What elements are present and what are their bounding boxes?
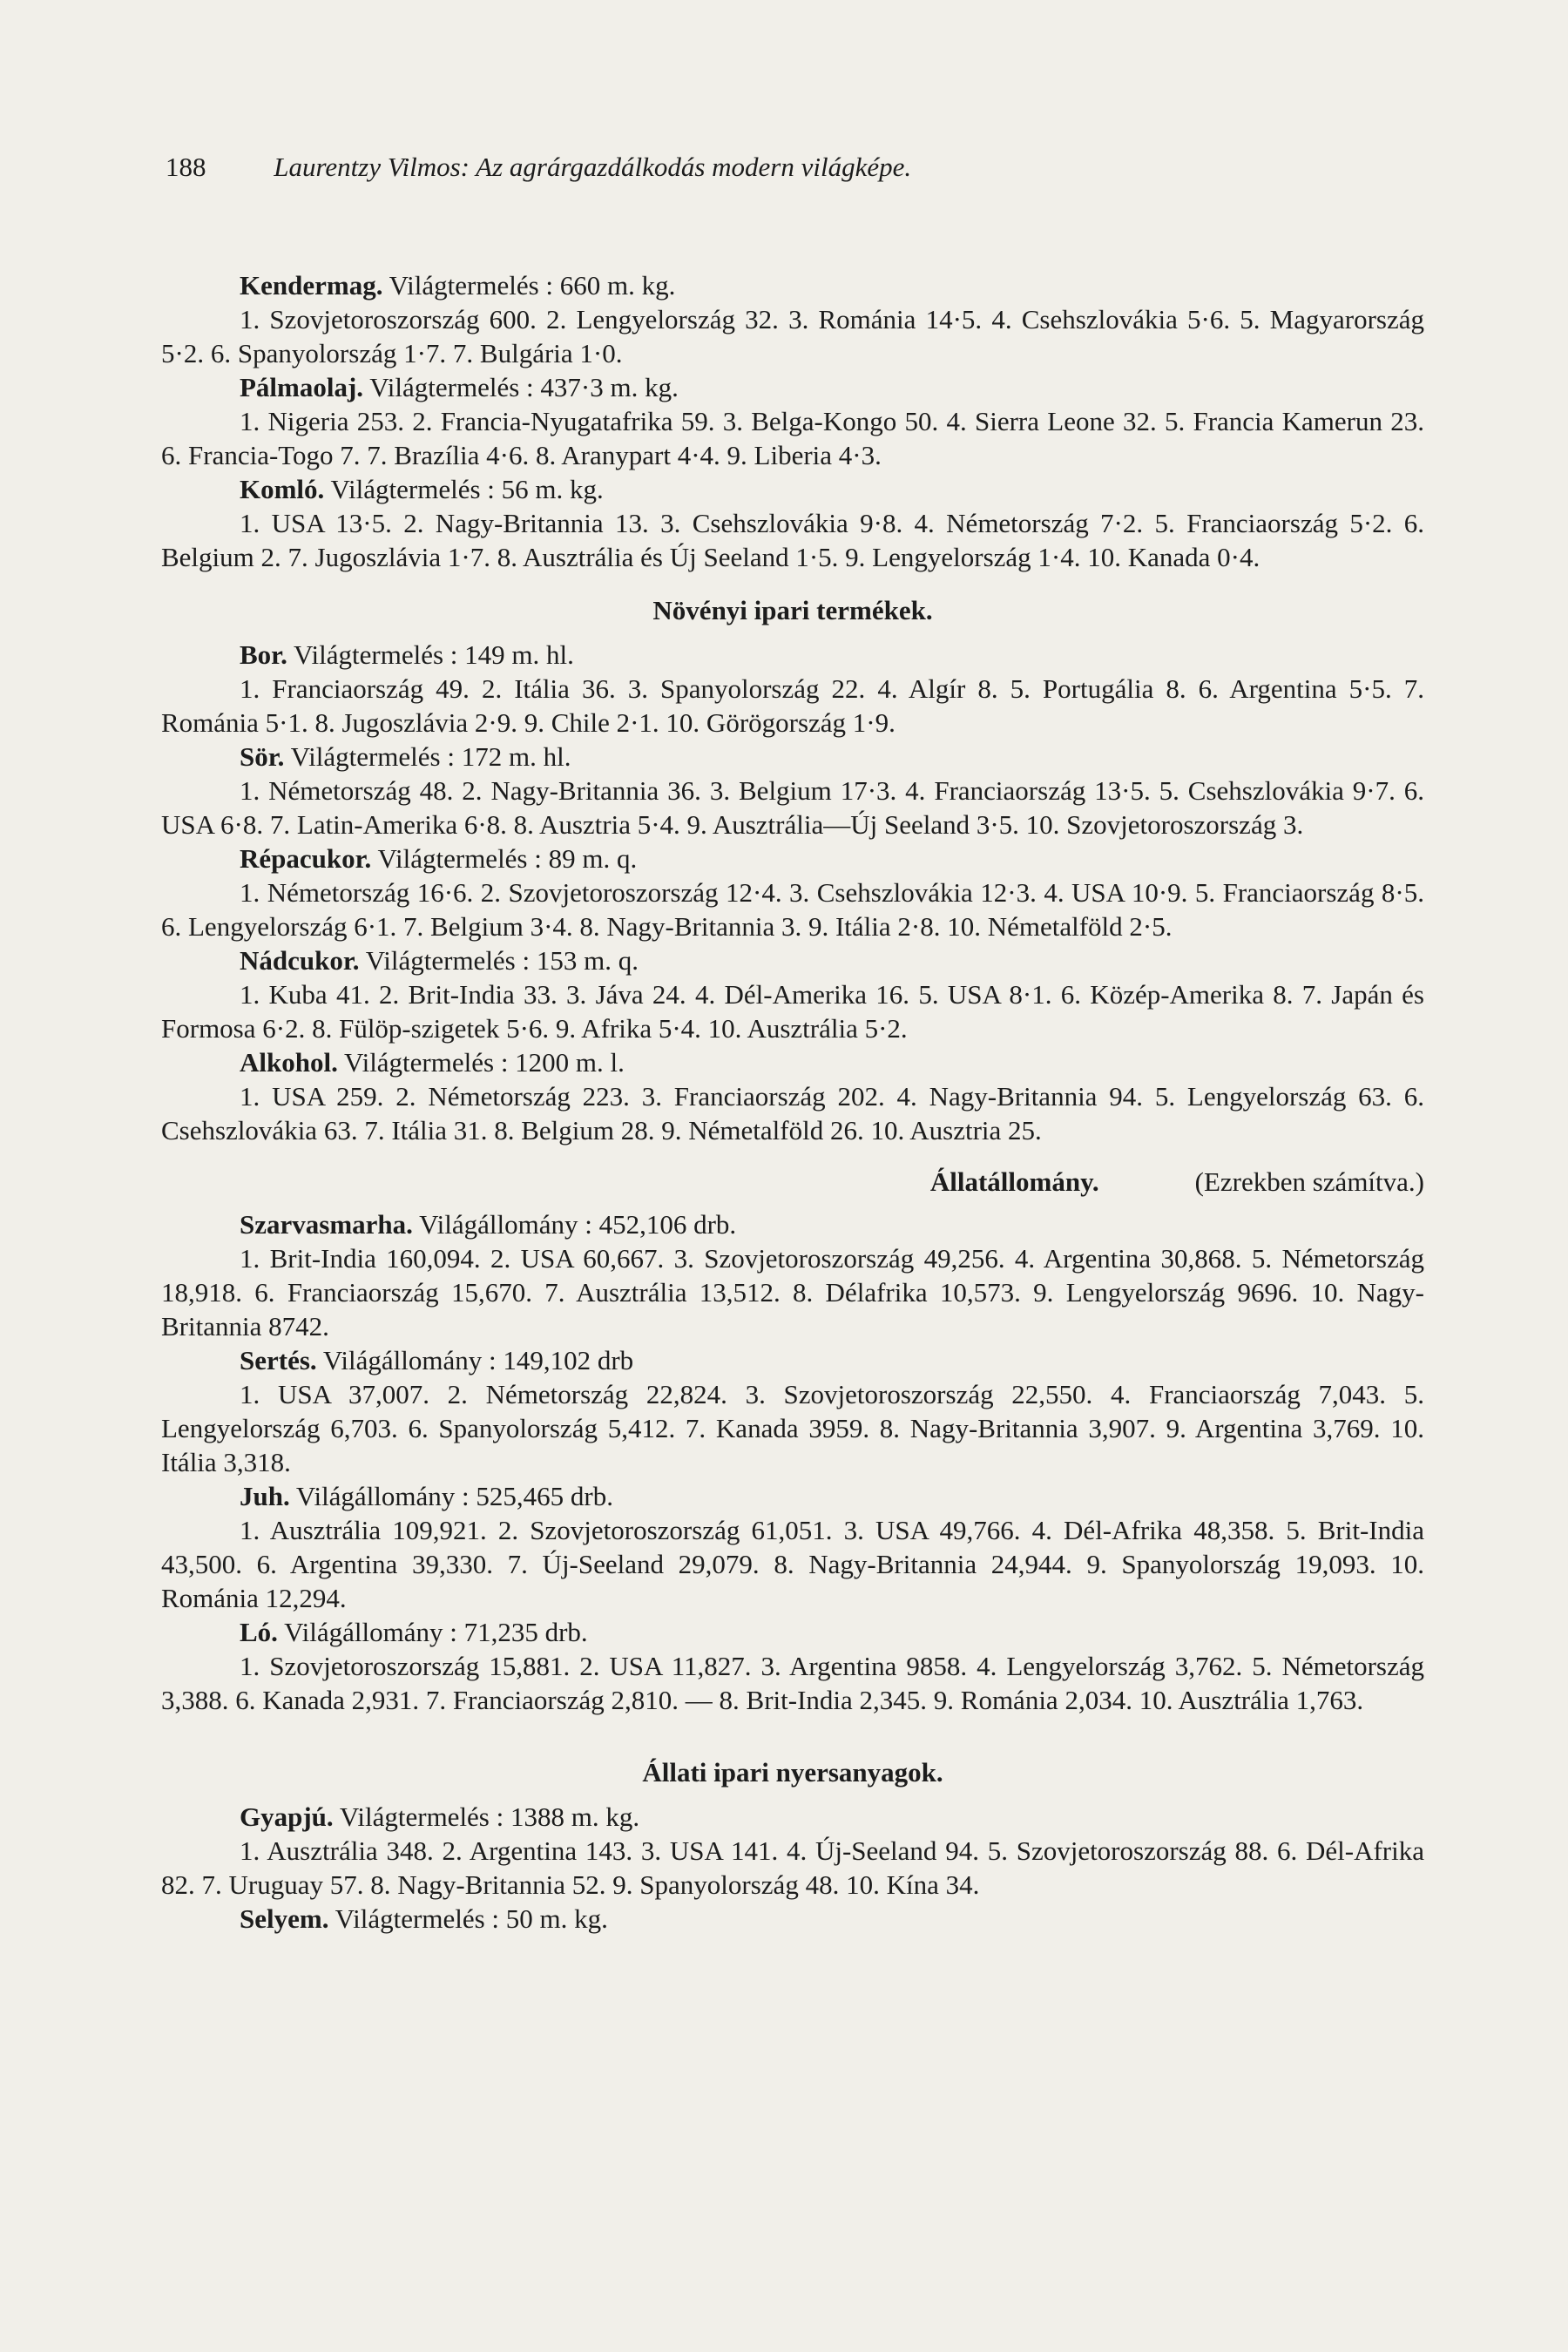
- page-number: 188: [166, 152, 206, 182]
- entry-text: Világtermelés : 437·3 m. kg.: [363, 372, 679, 402]
- entry-alkohol-0: [161, 1045, 1424, 1079]
- entry-sertes-0: [161, 1343, 1424, 1377]
- entry-text: 1. Ausztrália 109,921. 2. Szovjetoroszország 61,051. 3. USA 49,766. 4. Dél-Afrika 48,358. 5. Brit-India 43,500. 6. Argentina 39,330. 7. Új-Seeland 29,079. 8. Nagy-Britannia 24,944. 9. Spanyolország 19,093. 10. Románia 12,294.: [161, 1515, 1424, 1613]
- entry-text: Világtermelés : 172 m. hl.: [284, 741, 571, 772]
- entry-text: 1. Franciaország 49. 2. Itália 36. 3. Spanyolország 22. 4. Algír 8. 5. Portugália 8. 6. Argentina 5·5. 7. Románia 5·1. 8. Jugoszlávia 2·9. 9. Chile 2·1. 10. Görögország 1·9.: [161, 673, 1424, 738]
- entry-heading: Pálmaolaj.: [240, 372, 364, 402]
- entry-lo-0: [161, 1615, 1424, 1649]
- entry-nad-0: [161, 943, 1424, 977]
- entry-text: Világtermelés : 660 m. kg.: [382, 270, 676, 301]
- entry-text: 1. Kuba 41. 2. Brit-India 33. 3. Jáva 24. 4. Dél-Amerika 16. 5. USA 8·1. 6. Közép-Amerika 8. 7. Japán és Formosa 6·2. 8. Fülöp-szigetek 5·6. 9. Afrika 5·4. 10. Ausztrália 5·2.: [161, 979, 1424, 1044]
- entry-selyem-0: [161, 1902, 1424, 1936]
- entry-text: 1. USA 259. 2. Németország 223. 3. Franciaország 202. 4. Nagy-Britannia 94. 5. Lengyelország 63. 6. Csehszlovákia 63. 7. Itália 31. 8. Belgium 28. 9. Németalföld 26. 10. Ausztria 25.: [161, 1081, 1424, 1146]
- entry-komlo-0: [161, 472, 1424, 506]
- entry-text: Világtermelés : 1200 m. l.: [337, 1047, 625, 1078]
- section-heading-plant-industrial: Növényi ipari termékek.: [652, 595, 933, 625]
- entry-text: 1. Szovjetoroszország 600. 2. Lengyelország 32. 3. Románia 14·5. 4. Csehszlovákia 5·6. 5. Magyarország 5·2. 6. Spanyolország 1·7. 7. Bulgária 1·0.: [161, 304, 1424, 368]
- entry-heading: Szarvasmarha.: [240, 1209, 413, 1240]
- entry-juh-1: [161, 1513, 1424, 1615]
- entry-heading: Komló.: [240, 474, 325, 504]
- entry-text: 1. Nigeria 253. 2. Francia-Nyugatafrika 59. 3. Belga-Kongo 50. 4. Sierra Leone 32. 5. Francia Kamerun 23. 6. Francia-Togo 7. 7. Brazília 4·6. 8. Aranypart 4·4. 9. Liberia 4·3.: [161, 406, 1424, 470]
- entry-gyapju-0: [161, 1800, 1424, 1834]
- plant-products-group: [161, 268, 1424, 574]
- entry-gyapju-1: [161, 1834, 1424, 1902]
- entry-text: Világtermelés : 50 m. kg.: [328, 1903, 608, 1934]
- entry-nad-1: [161, 977, 1424, 1045]
- entry-heading: Bor.: [240, 639, 287, 670]
- entry-text: Világtermelés : 1388 m. kg.: [333, 1801, 640, 1832]
- entry-repa-0: [161, 841, 1424, 875]
- entry-text: Világállomány : 525,465 drb.: [289, 1481, 613, 1511]
- entry-text: Világtermelés : 149 m. hl.: [287, 639, 574, 670]
- entry-heading: Répacukor.: [240, 843, 372, 874]
- entry-repa-1: [161, 875, 1424, 943]
- entry-text: Világállomány : 149,102 drb: [316, 1345, 634, 1375]
- entry-heading: Ló.: [240, 1617, 278, 1647]
- animal-raw-group: [161, 1800, 1424, 1936]
- entry-text: 1. Szovjetoroszország 15,881. 2. USA 11,827. 3. Argentina 9858. 4. Lengyelország 3,762. 5. Németország 3,388. 6. Kanada 2,931. 7. Franciaország 2,810. — 8. Brit-India 2,345. 9. Románia 2,034. 10. Ausztrália 1,763.: [161, 1651, 1424, 1715]
- entry-szarvas-0: [161, 1207, 1424, 1241]
- running-title: Laurentzy Vilmos: Az agrárgazdálkodás modern világképe.: [274, 152, 912, 182]
- entry-palma-1: [161, 404, 1424, 472]
- entry-text: 1. Németország 16·6. 2. Szovjetoroszország 12·4. 3. Csehszlovákia 12·3. 4. USA 10·9. 5. Franciaország 8·5. 6. Lengyelország 6·1. 7. Belgium 3·4. 8. Nagy-Britannia 3. 9. Itália 2·8. 10. Németalföld 2·5.: [161, 877, 1424, 942]
- entry-sor-1: [161, 774, 1424, 841]
- entry-heading: Sertés.: [240, 1345, 317, 1375]
- section-heading-livestock-row: [161, 1165, 1424, 1199]
- running-header: [166, 150, 1420, 185]
- entry-text: Világtermelés : 89 m. q.: [371, 843, 638, 874]
- section-heading-animal-raw: Állati ipari nyersanyagok.: [642, 1757, 943, 1788]
- entry-sor-0: [161, 740, 1424, 774]
- entry-heading: Nádcukor.: [240, 945, 360, 976]
- entry-heading: Selyem.: [240, 1903, 329, 1934]
- plant-industrial-group: [161, 638, 1424, 1147]
- livestock-group: [161, 1207, 1424, 1717]
- entry-szarvas-1: [161, 1241, 1424, 1343]
- entry-komlo-1: [161, 506, 1424, 574]
- entry-heading: Alkohol.: [240, 1047, 338, 1078]
- entry-heading: Kendermag.: [240, 270, 383, 301]
- page-body: [161, 268, 1424, 1936]
- entry-palma-0: [161, 370, 1424, 404]
- entry-text: 1. Brit-India 160,094. 2. USA 60,667. 3. Szovjetoroszország 49,256. 4. Argentina 30,868. 5. Németország 18,918. 6. Franciaország 15,670. 7. Ausztrália 13,512. 8. Délafrika 10,573. 9. Lengyelország 9696. 10. Nagy-Britannia 8742.: [161, 1243, 1424, 1342]
- entry-text: 1. USA 13·5. 2. Nagy-Britannia 13. 3. Csehszlovákia 9·8. 4. Németország 7·2. 5. Franciaország 5·2. 6. Belgium 2. 7. Jugoszlávia 1·7. 8. Ausztrália és Új Seeland 1·5. 9. Lengyelország 1·4. 10. Kanada 0·4.: [161, 508, 1424, 572]
- section-heading-livestock: Állatállomány.: [929, 1166, 1099, 1197]
- entry-text: 1. Ausztrália 348. 2. Argentina 143. 3. USA 141. 4. Új-Seeland 94. 5. Szovjetoroszország 88. 6. Dél-Afrika 82. 7. Uruguay 57. 8. Nagy-Britannia 52. 9. Spanyolország 48. 10. Kína 34.: [161, 1835, 1424, 1900]
- entry-juh-0: [161, 1479, 1424, 1513]
- entry-bor-0: [161, 638, 1424, 672]
- section-note: (Ezrekben számítva.): [1194, 1166, 1424, 1197]
- entry-heading: Sör.: [240, 741, 285, 772]
- entry-text: Világállomány : 452,106 drb.: [412, 1209, 737, 1240]
- entry-bor-1: [161, 672, 1424, 740]
- entry-alkohol-1: [161, 1079, 1424, 1147]
- entry-heading: Gyapjú.: [240, 1801, 334, 1832]
- entry-text: 1. USA 37,007. 2. Németország 22,824. 3. Szovjetoroszország 22,550. 4. Franciaország 7,043. 5. Lengyelország 6,703. 6. Spanyolország 5,412. 7. Kanada 3959. 8. Nagy-Britannia 3,907. 9. Argentina 3,769. 10. Itália 3,318.: [161, 1379, 1424, 1477]
- entry-kender-1: [161, 302, 1424, 370]
- entry-text: 1. Németország 48. 2. Nagy-Britannia 36. 3. Belgium 17·3. 4. Franciaország 13·5. 5. Csehszlovákia 9·7. 6. USA 6·8. 7. Latin-Amerika 6·8. 8. Ausztria 5·4. 9. Ausztrália—Új Seeland 3·5. 10. Szovjetoroszország 3.: [161, 775, 1424, 840]
- entry-heading: Juh.: [240, 1481, 290, 1511]
- entry-text: Világtermelés : 153 m. q.: [359, 945, 639, 976]
- entry-text: Világtermelés : 56 m. kg.: [324, 474, 604, 504]
- entry-text: Világállomány : 71,235 drb.: [277, 1617, 588, 1647]
- entry-lo-1: [161, 1649, 1424, 1717]
- entry-sertes-1: [161, 1377, 1424, 1479]
- entry-kender-0: [161, 268, 1424, 302]
